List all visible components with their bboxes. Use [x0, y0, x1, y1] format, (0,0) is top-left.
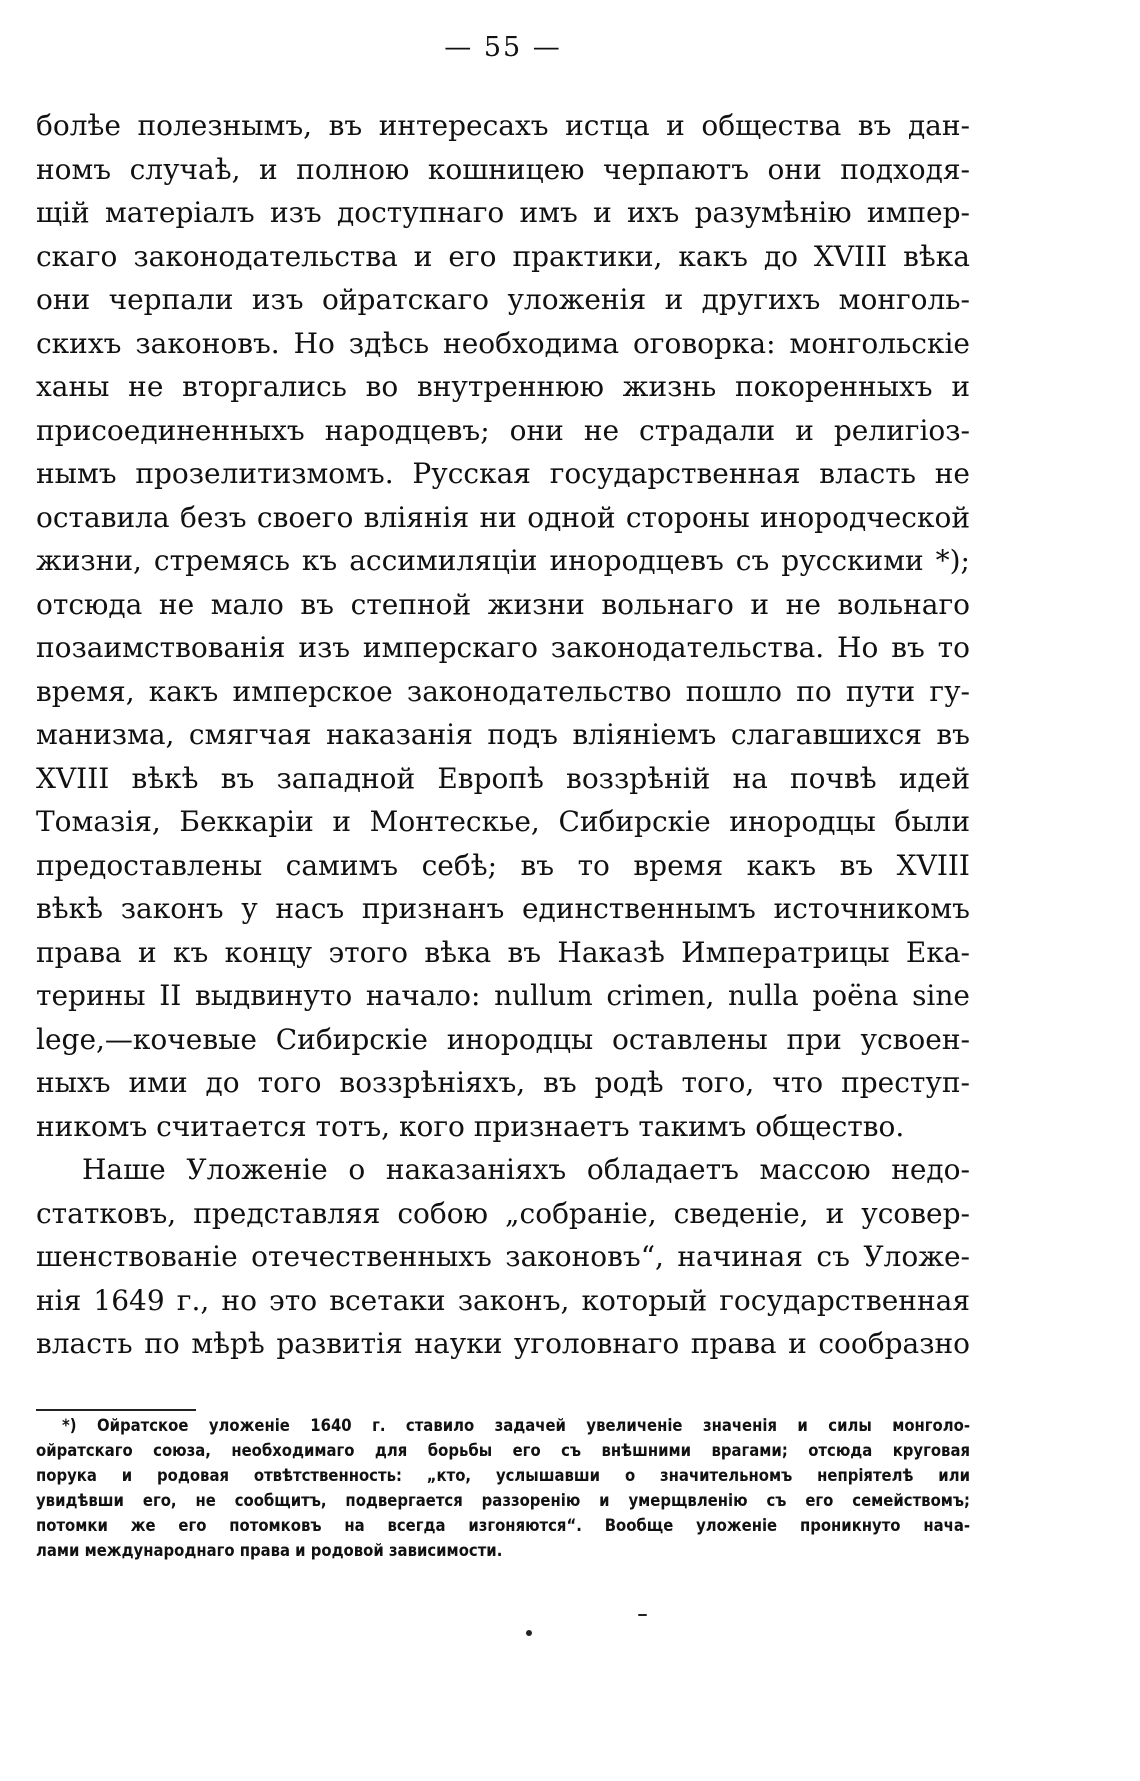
text-line: ныхъ ими до того воззрѣніяхъ, въ родѣ того, что преступ- — [36, 1066, 970, 1099]
text-line: жизни, стремясь къ ассимиляціи инородцевъ съ русскими *); — [36, 544, 970, 577]
footnote-line: ойратскаго союза, необходимаго для борьбы его съ внѣшними врагами; отсюда круговая — [36, 1441, 970, 1460]
text-line: отсюда не мало въ степной жизни вольнаго и не вольнаго — [36, 587, 970, 621]
ink-speck — [638, 1614, 647, 1616]
text-line: шенствованіе отечественныхъ законовъ“, начиная съ Уложе- — [36, 1240, 970, 1273]
text-line: нымъ прозелитизмомъ. Русская государственная власть не — [36, 457, 970, 490]
footnote-line: потомки же его потомковъ на всегда изгоняются“. Вообще уложеніе проникнуто нача- — [36, 1516, 970, 1535]
footnote — [36, 1413, 970, 1563]
text-line: статковъ, представляя собою „собраніе, сведеніе, и усовер- — [36, 1196, 970, 1230]
text-line: скаго законодательства и его практики, какъ до XVIII вѣка — [36, 239, 970, 273]
paragraph-start-line: Наше Уложеніе о наказаніяхъ обладаетъ массою недо- — [82, 1153, 970, 1186]
text-line: оставила безъ своего вліянія ни одной стороны инородческой — [36, 500, 970, 534]
text-line: предоставлены самимъ себѣ; въ то время какъ въ XVIII — [36, 848, 970, 882]
text-line: права и къ концу этого вѣка въ Наказѣ Императрицы Ека- — [36, 935, 970, 969]
text-line: нія 1649 г., но это всетаки законъ, который государственная — [36, 1283, 970, 1317]
main-text — [36, 104, 970, 1366]
footnote-divider — [36, 1409, 196, 1411]
text-line: позаимствованія изъ имперскаго законодательства. Но въ то — [36, 631, 970, 664]
text-line: болѣе полезнымъ, въ интересахъ истца и общества въ дан- — [36, 109, 970, 142]
text-line: терины II выдвинуто начало: nullum crimen, nulla poёna sine — [36, 979, 970, 1012]
text-line: Томазія, Беккаріи и Монтескье, Сибирскіе инородцы были — [36, 805, 970, 838]
text-line: время, какъ имперское законодательство пошло по пути гу- — [36, 674, 970, 708]
text-line: они черпали изъ ойратскаго уложенія и другихъ монголь- — [36, 283, 970, 316]
text-line: скихъ законовъ. Но здѣсь необходима оговорка: монгольскіе — [36, 326, 970, 360]
page — [36, 0, 970, 1781]
footnote-line: порука и родовая отвѣтственность: „кто, услышавши о значительномъ непріятелѣ или — [36, 1466, 970, 1485]
footnote-line: увидѣвши его, не сообщитъ, подвергается раззоренію и умерщвленію съ его семействомъ; — [36, 1491, 970, 1510]
text-line: никомъ считается тотъ, кого признаетъ такимъ общество. — [36, 1109, 905, 1143]
text-line: lege,—кочевые Сибирскіе инородцы оставлены при усвоен- — [36, 1022, 970, 1056]
text-line: вѣкѣ законъ у насъ признанъ единственнымъ источникомъ — [36, 892, 970, 925]
ink-speck — [526, 1630, 532, 1636]
text-line: номъ случаѣ, и полною кошницею черпаютъ они подходя- — [36, 152, 970, 186]
footnote-line: *) Ойратское уложеніе 1640 г. ставило задачей увеличеніе значенія и силы монголо- — [62, 1416, 970, 1435]
text-line: присоединенныхъ народцевъ; они не страдали и религіоз- — [36, 413, 970, 447]
text-line: XVIII вѣкѣ въ западной Европѣ воззрѣній на почвѣ идей — [36, 761, 970, 795]
text-line: ханы не вторгались во внутреннюю жизнь покоренныхъ и — [36, 370, 970, 403]
text-line: манизма, смягчая наказанія подъ вліяніемъ слагавшихся въ — [36, 718, 970, 751]
text-line: власть по мѣрѣ развитія науки уголовнаго права и сообразно — [36, 1327, 970, 1360]
text-line: щій матеріалъ изъ доступнаго имъ и ихъ разумѣнію импер- — [36, 196, 970, 229]
page-number: — 55 — — [444, 32, 562, 63]
footnote-line: лами международнаго права и родовой зависимости. — [36, 1541, 503, 1560]
